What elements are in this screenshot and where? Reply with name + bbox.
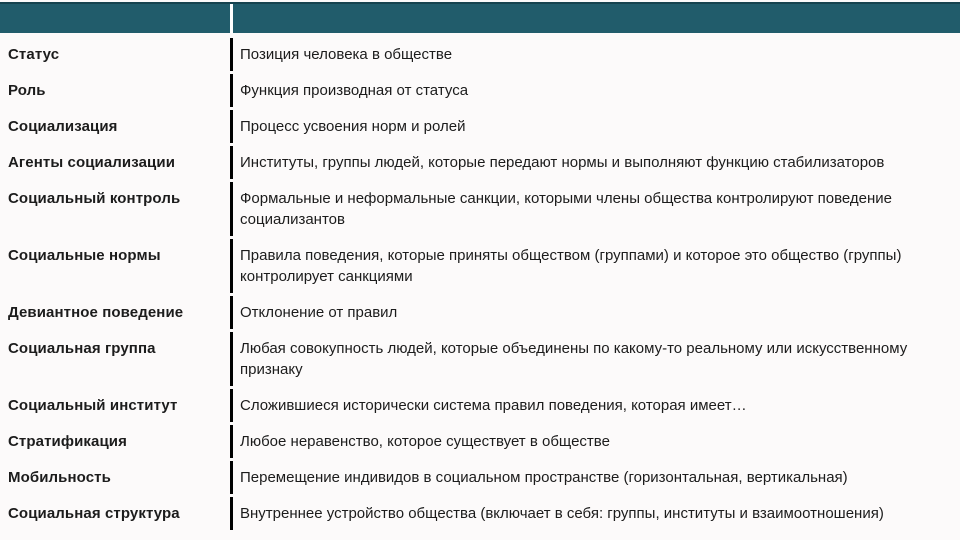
- definition-cell: Любое неравенство, которое существует в обществе: [230, 425, 960, 458]
- term-cell: Социальные нормы: [8, 247, 161, 264]
- term-cell: Социальная группа: [8, 340, 156, 357]
- term-cell: Статус: [8, 46, 60, 63]
- table-row: [0, 497, 960, 530]
- table-row: [0, 389, 960, 422]
- table-header-band: [0, 2, 960, 33]
- table-row: [0, 239, 960, 293]
- definition-cell: Позиция человека в обществе: [230, 38, 960, 71]
- term-cell: Социальный контроль: [8, 190, 181, 207]
- definition-cell: Внутреннее устройство общества (включает в себя: группы, институты и взаимоотношения): [230, 497, 960, 530]
- term-cell: Мобильность: [8, 469, 111, 486]
- term-cell: Стратификация: [8, 433, 127, 450]
- table-row: [0, 74, 960, 107]
- definition-cell: Институты, группы людей, которые передают нормы и выполняют функцию стабилизаторов: [230, 146, 960, 179]
- definition-cell: Правила поведения, которые приняты обществом (группами) и которое это общество (группы) контролирует санкциями: [230, 239, 960, 293]
- table-row: [0, 38, 960, 71]
- table-row: [0, 182, 960, 236]
- header-cell-term: [0, 4, 230, 33]
- definition-cell: Перемещение индивидов в социальном пространстве (горизонтальная, вертикальная): [230, 461, 960, 494]
- table-row: [0, 332, 960, 386]
- header-cell-definition: [233, 4, 960, 33]
- definition-cell: Процесс усвоения норм и ролей: [230, 110, 960, 143]
- table-row: [0, 146, 960, 179]
- term-cell: Агенты социализации: [8, 154, 176, 171]
- term-cell: Социализация: [8, 118, 118, 135]
- definition-cell: Отклонение от правил: [230, 296, 960, 329]
- slide: [0, 2, 960, 540]
- term-cell: Социальная структура: [8, 505, 180, 522]
- table-row: [0, 296, 960, 329]
- table-row: [0, 425, 960, 458]
- definition-cell: Сложившиеся исторически система правил поведения, которая имеет…: [230, 389, 960, 422]
- definition-table: [0, 38, 960, 530]
- term-cell: Социальный институт: [8, 397, 178, 414]
- definition-cell: Формальные и неформальные санкции, которыми члены общества контролируют поведение социализантов: [230, 182, 960, 236]
- definition-cell: Функция производная от статуса: [230, 74, 960, 107]
- term-cell: Девиантное поведение: [8, 304, 184, 321]
- table-row: [0, 461, 960, 494]
- definition-cell: Любая совокупность людей, которые объединены по какому-то реальному или искусственному признаку: [230, 332, 960, 386]
- term-cell: Роль: [8, 82, 46, 99]
- table-row: [0, 110, 960, 143]
